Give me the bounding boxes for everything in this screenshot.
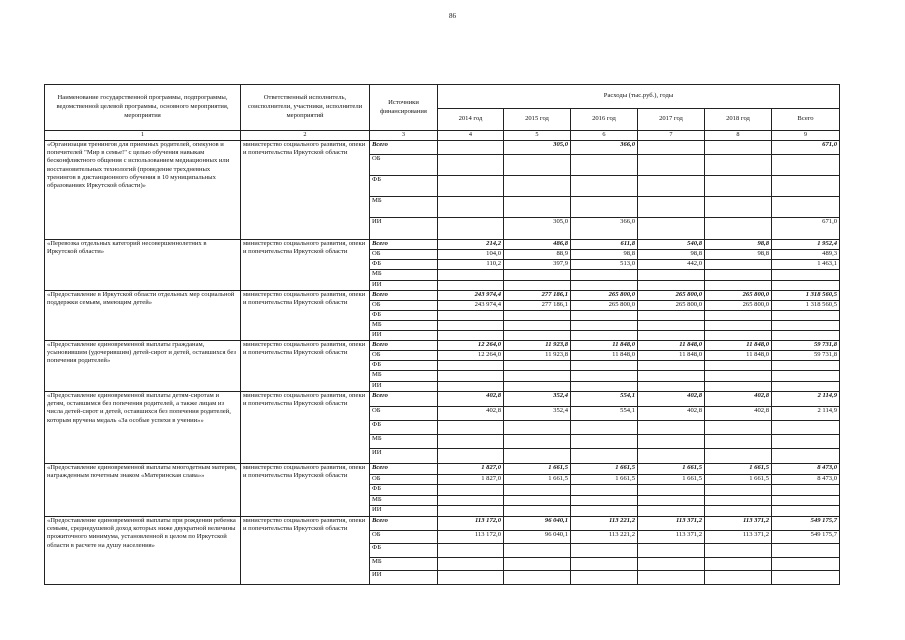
amount-cell xyxy=(638,435,705,449)
col-number: 6 xyxy=(571,131,638,141)
amount-cell xyxy=(705,218,772,240)
amount-cell xyxy=(504,485,571,496)
header-expenses: Расходы (тыс.руб.), годы xyxy=(438,85,840,109)
amount-cell xyxy=(504,176,571,197)
amount-cell xyxy=(571,371,638,382)
amount-cell: 11 848,0 xyxy=(571,351,638,361)
funding-source: МБ xyxy=(370,321,438,331)
executor-name: министерство социального развития, опеки и попечительства Иркутской области xyxy=(241,517,370,585)
amount-cell xyxy=(772,321,840,331)
amount-cell: 12 264,0 xyxy=(438,351,504,361)
header-executor: Ответственный исполнитель, соисполнители, участники, исполнители мероприятий xyxy=(241,85,370,131)
funding-source: ОБ xyxy=(370,250,438,260)
col-number: 1 xyxy=(45,131,241,141)
funding-source: Всего xyxy=(370,141,438,155)
amount-cell xyxy=(438,270,504,281)
table-row xyxy=(45,341,840,351)
program-name: «Предоставление единовременной выплаты детям-сиротам и детям, оставшимся без попечения родителей, а также лицам из числа детей-сирот и детей, оставшихся без попечения родителей, которым вручена медаль «За особые успехи в учении»» xyxy=(45,392,241,464)
amount-cell: 549 175,7 xyxy=(772,517,840,531)
table-row xyxy=(45,141,840,155)
amount-cell xyxy=(504,331,571,341)
amount-cell xyxy=(504,155,571,176)
amount-cell xyxy=(772,382,840,392)
amount-cell xyxy=(438,544,504,558)
funding-source: ФБ xyxy=(370,176,438,197)
amount-cell xyxy=(705,260,772,270)
amount-cell xyxy=(438,371,504,382)
amount-cell xyxy=(571,331,638,341)
header-year-2015: 2015 год xyxy=(504,109,571,131)
amount-cell xyxy=(772,571,840,585)
amount-cell: 549 175,7 xyxy=(772,531,840,544)
amount-cell xyxy=(705,311,772,321)
amount-cell: 352,4 xyxy=(504,407,571,421)
amount-cell xyxy=(571,435,638,449)
amount-cell: 366,0 xyxy=(571,141,638,155)
amount-cell xyxy=(705,155,772,176)
funding-source: Всего xyxy=(370,392,438,407)
amount-cell xyxy=(504,496,571,506)
amount-cell xyxy=(772,558,840,571)
amount-cell: 113 371,2 xyxy=(638,531,705,544)
amount-cell xyxy=(772,496,840,506)
amount-cell xyxy=(438,331,504,341)
amount-cell xyxy=(571,270,638,281)
amount-cell: 442,0 xyxy=(638,260,705,270)
amount-cell: 1 827,0 xyxy=(438,464,504,475)
amount-cell: 1 952,4 xyxy=(772,240,840,250)
amount-cell xyxy=(571,449,638,464)
amount-cell xyxy=(772,544,840,558)
amount-cell: 11 848,0 xyxy=(638,351,705,361)
amount-cell xyxy=(438,571,504,585)
amount-cell: 1 463,1 xyxy=(772,260,840,270)
amount-cell xyxy=(571,281,638,291)
amount-cell xyxy=(638,155,705,176)
amount-cell xyxy=(705,485,772,496)
amount-cell: 265 800,0 xyxy=(705,301,772,311)
amount-cell xyxy=(438,141,504,155)
header-year-2014: 2014 год xyxy=(438,109,504,131)
amount-cell: 402,8 xyxy=(705,392,772,407)
amount-cell xyxy=(571,496,638,506)
amount-cell xyxy=(772,331,840,341)
amount-cell: 98,8 xyxy=(571,250,638,260)
amount-cell: 2 114,9 xyxy=(772,392,840,407)
amount-cell: 305,0 xyxy=(504,218,571,240)
executor-name: министерство социального развития, опеки и попечительства Иркутской области xyxy=(241,141,370,240)
amount-cell: 96 040,1 xyxy=(504,517,571,531)
table-row xyxy=(45,291,840,301)
amount-cell: 1 661,5 xyxy=(705,475,772,485)
amount-cell: 486,8 xyxy=(504,240,571,250)
amount-cell xyxy=(571,558,638,571)
funding-source: ОБ xyxy=(370,475,438,485)
executor-name: министерство социального развития, опеки и попечительства Иркутской области xyxy=(241,464,370,517)
amount-cell: 1 661,5 xyxy=(705,464,772,475)
amount-cell: 98,8 xyxy=(705,250,772,260)
funding-source: Всего xyxy=(370,341,438,351)
program-name: «Перевозка отдельных категорий несовершеннолетних в Иркутской области» xyxy=(45,240,241,291)
amount-cell xyxy=(504,361,571,371)
amount-cell xyxy=(638,558,705,571)
amount-cell xyxy=(705,558,772,571)
amount-cell xyxy=(571,506,638,517)
header-year-2018: 2018 год xyxy=(705,109,772,131)
program-name: «Предоставление единовременной выплаты при рождении ребенка семьям, среднедушевой доход которых ниже двукратной величины прожиточного минимума, установленной в целом по Иркутской области в расчете на душу населения» xyxy=(45,517,241,585)
amount-cell: 277 186,1 xyxy=(504,291,571,301)
funding-source: ИИ xyxy=(370,449,438,464)
amount-cell: 1 661,5 xyxy=(571,475,638,485)
amount-cell: 8 473,0 xyxy=(772,464,840,475)
amount-cell: 113 371,2 xyxy=(705,531,772,544)
amount-cell xyxy=(438,558,504,571)
col-number: 3 xyxy=(370,131,438,141)
amount-cell: 2 114,9 xyxy=(772,407,840,421)
col-number: 4 xyxy=(438,131,504,141)
amount-cell xyxy=(571,421,638,435)
program-name: «Предоставление в Иркутской области отдельных мер социальной поддержки семьям, имеющим детей» xyxy=(45,291,241,341)
amount-cell: 113 172,0 xyxy=(438,531,504,544)
amount-cell xyxy=(705,371,772,382)
amount-cell: 366,0 xyxy=(571,218,638,240)
amount-cell xyxy=(438,382,504,392)
funding-source: Всего xyxy=(370,517,438,531)
amount-cell xyxy=(772,435,840,449)
amount-cell xyxy=(504,449,571,464)
amount-cell: 12 264,0 xyxy=(438,341,504,351)
amount-cell: 11 923,8 xyxy=(504,341,571,351)
amount-cell xyxy=(438,176,504,197)
amount-cell: 11 923,8 xyxy=(504,351,571,361)
amount-cell: 1 827,0 xyxy=(438,475,504,485)
amount-cell xyxy=(571,321,638,331)
amount-cell: 1 318 560,5 xyxy=(772,301,840,311)
amount-cell xyxy=(705,270,772,281)
amount-cell: 265 800,0 xyxy=(571,301,638,311)
funding-source: ИИ xyxy=(370,218,438,240)
executor-name: министерство социального развития, опеки и попечительства Иркутской области xyxy=(241,392,370,464)
table-row xyxy=(45,240,840,250)
header-year-2017: 2017 год xyxy=(638,109,705,131)
funding-source: МБ xyxy=(370,270,438,281)
program-name: «Предоставление единовременной выплаты гражданам, усыновившим (удочерившим) детей-сирот и детей, оставшихся без попечения родителей» xyxy=(45,341,241,392)
budget-table xyxy=(44,84,840,585)
amount-cell xyxy=(705,321,772,331)
amount-cell xyxy=(438,496,504,506)
amount-cell xyxy=(772,311,840,321)
amount-cell: 104,0 xyxy=(438,250,504,260)
amount-cell xyxy=(504,321,571,331)
amount-cell: 11 848,0 xyxy=(638,341,705,351)
amount-cell xyxy=(705,361,772,371)
funding-source: ОБ xyxy=(370,531,438,544)
amount-cell xyxy=(571,361,638,371)
amount-cell: 265 800,0 xyxy=(638,291,705,301)
amount-cell xyxy=(571,544,638,558)
amount-cell xyxy=(638,382,705,392)
amount-cell xyxy=(638,176,705,197)
amount-cell xyxy=(772,506,840,517)
header-sources: Источники финансирования xyxy=(370,85,438,131)
table-row xyxy=(45,464,840,475)
amount-cell xyxy=(638,421,705,435)
amount-cell xyxy=(638,371,705,382)
executor-name: министерство социального развития, опеки и попечительства Иркутской области xyxy=(241,240,370,291)
amount-cell xyxy=(772,281,840,291)
amount-cell: 402,8 xyxy=(438,392,504,407)
amount-cell: 214,2 xyxy=(438,240,504,250)
col-number: 8 xyxy=(705,131,772,141)
col-number: 2 xyxy=(241,131,370,141)
amount-cell xyxy=(638,485,705,496)
amount-cell xyxy=(772,197,840,218)
amount-cell: 11 848,0 xyxy=(705,341,772,351)
amount-cell: 402,8 xyxy=(705,407,772,421)
amount-cell xyxy=(638,361,705,371)
amount-cell: 1 661,5 xyxy=(504,475,571,485)
amount-cell: 513,0 xyxy=(571,260,638,270)
amount-cell xyxy=(504,558,571,571)
amount-cell: 305,0 xyxy=(504,141,571,155)
amount-cell xyxy=(504,197,571,218)
amount-cell xyxy=(638,449,705,464)
amount-cell xyxy=(638,270,705,281)
amount-cell xyxy=(438,281,504,291)
amount-cell xyxy=(705,496,772,506)
amount-cell: 96 040,1 xyxy=(504,531,571,544)
amount-cell xyxy=(438,311,504,321)
amount-cell: 8 473,0 xyxy=(772,475,840,485)
amount-cell xyxy=(438,449,504,464)
amount-cell xyxy=(638,321,705,331)
amount-cell: 110,2 xyxy=(438,260,504,270)
amount-cell xyxy=(772,176,840,197)
amount-cell xyxy=(504,544,571,558)
amount-cell xyxy=(638,571,705,585)
amount-cell xyxy=(705,571,772,585)
funding-source: ИИ xyxy=(370,281,438,291)
amount-cell: 11 848,0 xyxy=(705,351,772,361)
funding-source: МБ xyxy=(370,558,438,571)
amount-cell xyxy=(438,218,504,240)
amount-cell: 265 800,0 xyxy=(571,291,638,301)
amount-cell: 11 848,0 xyxy=(571,341,638,351)
funding-source: Всего xyxy=(370,291,438,301)
table-row xyxy=(45,517,840,531)
amount-cell xyxy=(772,485,840,496)
amount-cell: 59 731,8 xyxy=(772,341,840,351)
amount-cell: 98,8 xyxy=(638,250,705,260)
amount-cell xyxy=(705,197,772,218)
amount-cell: 113 221,2 xyxy=(571,531,638,544)
amount-cell: 352,4 xyxy=(504,392,571,407)
funding-source: МБ xyxy=(370,496,438,506)
funding-source: МБ xyxy=(370,197,438,218)
amount-cell xyxy=(438,361,504,371)
amount-cell xyxy=(638,506,705,517)
funding-source: ИИ xyxy=(370,506,438,517)
amount-cell xyxy=(638,197,705,218)
amount-cell xyxy=(504,311,571,321)
amount-cell: 243 974,4 xyxy=(438,301,504,311)
amount-cell xyxy=(571,176,638,197)
amount-cell: 277 186,1 xyxy=(504,301,571,311)
amount-cell xyxy=(438,421,504,435)
funding-source: ФБ xyxy=(370,311,438,321)
amount-cell xyxy=(504,571,571,585)
funding-source: ИИ xyxy=(370,331,438,341)
amount-cell xyxy=(504,281,571,291)
col-number: 5 xyxy=(504,131,571,141)
amount-cell: 113 371,2 xyxy=(705,517,772,531)
amount-cell xyxy=(638,544,705,558)
funding-source: ФБ xyxy=(370,485,438,496)
amount-cell: 88,9 xyxy=(504,250,571,260)
executor-name: министерство социального развития, опеки и попечительства Иркутской области xyxy=(241,291,370,341)
amount-cell xyxy=(772,155,840,176)
amount-cell xyxy=(571,197,638,218)
amount-cell xyxy=(705,506,772,517)
amount-cell: 98,8 xyxy=(705,240,772,250)
amount-cell: 402,8 xyxy=(638,407,705,421)
amount-cell: 402,8 xyxy=(438,407,504,421)
amount-cell xyxy=(438,155,504,176)
funding-source: ФБ xyxy=(370,260,438,270)
amount-cell xyxy=(438,321,504,331)
amount-cell: 243 974,4 xyxy=(438,291,504,301)
amount-cell xyxy=(772,371,840,382)
amount-cell xyxy=(705,435,772,449)
amount-cell: 1 661,5 xyxy=(571,464,638,475)
amount-cell: 611,8 xyxy=(571,240,638,250)
amount-cell xyxy=(504,382,571,392)
amount-cell xyxy=(504,435,571,449)
amount-cell xyxy=(504,270,571,281)
header-program: Наименование государственной программы, подпрограммы, ведомственной целевой программы, основного мероприятия, мероприятия xyxy=(45,85,241,131)
amount-cell xyxy=(438,506,504,517)
amount-cell xyxy=(772,361,840,371)
amount-cell xyxy=(705,421,772,435)
funding-source: МБ xyxy=(370,371,438,382)
amount-cell xyxy=(638,496,705,506)
amount-cell xyxy=(705,544,772,558)
funding-source: ФБ xyxy=(370,544,438,558)
program-name: «Предоставление единовременной выплаты многодетным матерям, награжденным почетным знаком «Материнская слава»» xyxy=(45,464,241,517)
amount-cell xyxy=(772,449,840,464)
amount-cell xyxy=(638,218,705,240)
amount-cell: 113 221,2 xyxy=(571,517,638,531)
header-total: Всего xyxy=(772,109,840,131)
amount-cell xyxy=(705,331,772,341)
funding-source: ОБ xyxy=(370,407,438,421)
amount-cell xyxy=(438,197,504,218)
amount-cell xyxy=(571,485,638,496)
amount-cell xyxy=(638,311,705,321)
amount-cell: 265 800,0 xyxy=(705,291,772,301)
amount-cell xyxy=(504,421,571,435)
funding-source: ОБ xyxy=(370,301,438,311)
amount-cell xyxy=(638,331,705,341)
amount-cell xyxy=(504,371,571,382)
amount-cell: 397,9 xyxy=(504,260,571,270)
funding-source: ОБ xyxy=(370,155,438,176)
amount-cell xyxy=(571,155,638,176)
header-year-2016: 2016 год xyxy=(571,109,638,131)
table-row xyxy=(45,392,840,407)
amount-cell: 1 661,5 xyxy=(638,475,705,485)
amount-cell: 1 661,5 xyxy=(504,464,571,475)
amount-cell xyxy=(571,382,638,392)
amount-cell: 59 731,8 xyxy=(772,351,840,361)
amount-cell xyxy=(438,435,504,449)
amount-cell: 1 661,5 xyxy=(638,464,705,475)
col-number: 7 xyxy=(638,131,705,141)
page-number: 86 xyxy=(449,12,456,20)
funding-source: ОБ xyxy=(370,351,438,361)
amount-cell xyxy=(638,141,705,155)
executor-name: министерство социального развития, опеки и попечительства Иркутской области xyxy=(241,341,370,392)
amount-cell: 1 318 560,5 xyxy=(772,291,840,301)
amount-cell xyxy=(705,176,772,197)
amount-cell xyxy=(705,382,772,392)
amount-cell xyxy=(772,270,840,281)
funding-source: ФБ xyxy=(370,361,438,371)
amount-cell: 671,0 xyxy=(772,218,840,240)
amount-cell xyxy=(705,449,772,464)
amount-cell: 554,1 xyxy=(571,407,638,421)
funding-source: ИИ xyxy=(370,382,438,392)
amount-cell xyxy=(705,281,772,291)
funding-source: Всего xyxy=(370,240,438,250)
amount-cell xyxy=(772,421,840,435)
col-number: 9 xyxy=(772,131,840,141)
amount-cell: 402,8 xyxy=(638,392,705,407)
amount-cell: 540,8 xyxy=(638,240,705,250)
amount-cell: 113 371,2 xyxy=(638,517,705,531)
amount-cell: 113 172,0 xyxy=(438,517,504,531)
amount-cell xyxy=(571,311,638,321)
funding-source: ФБ xyxy=(370,421,438,435)
funding-source: МБ xyxy=(370,435,438,449)
amount-cell: 671,0 xyxy=(772,141,840,155)
amount-cell xyxy=(571,571,638,585)
amount-cell xyxy=(438,485,504,496)
funding-source: Всего xyxy=(370,464,438,475)
amount-cell: 554,1 xyxy=(571,392,638,407)
program-name: «Организация тренингов для приемных родителей, опекунов и попечителей "Мир в семье!" с целью обучения навыкам бесконфликтного общения с использованием медиационных или восстановительных технологий (проведение трехдневных тренингов в дистанционного обучения в 10 муниципальных образованиях Иркутской области)» xyxy=(45,141,241,240)
amount-cell: 489,3 xyxy=(772,250,840,260)
amount-cell xyxy=(705,141,772,155)
amount-cell xyxy=(638,281,705,291)
amount-cell xyxy=(504,506,571,517)
funding-source: ИИ xyxy=(370,571,438,585)
amount-cell: 265 800,0 xyxy=(638,301,705,311)
